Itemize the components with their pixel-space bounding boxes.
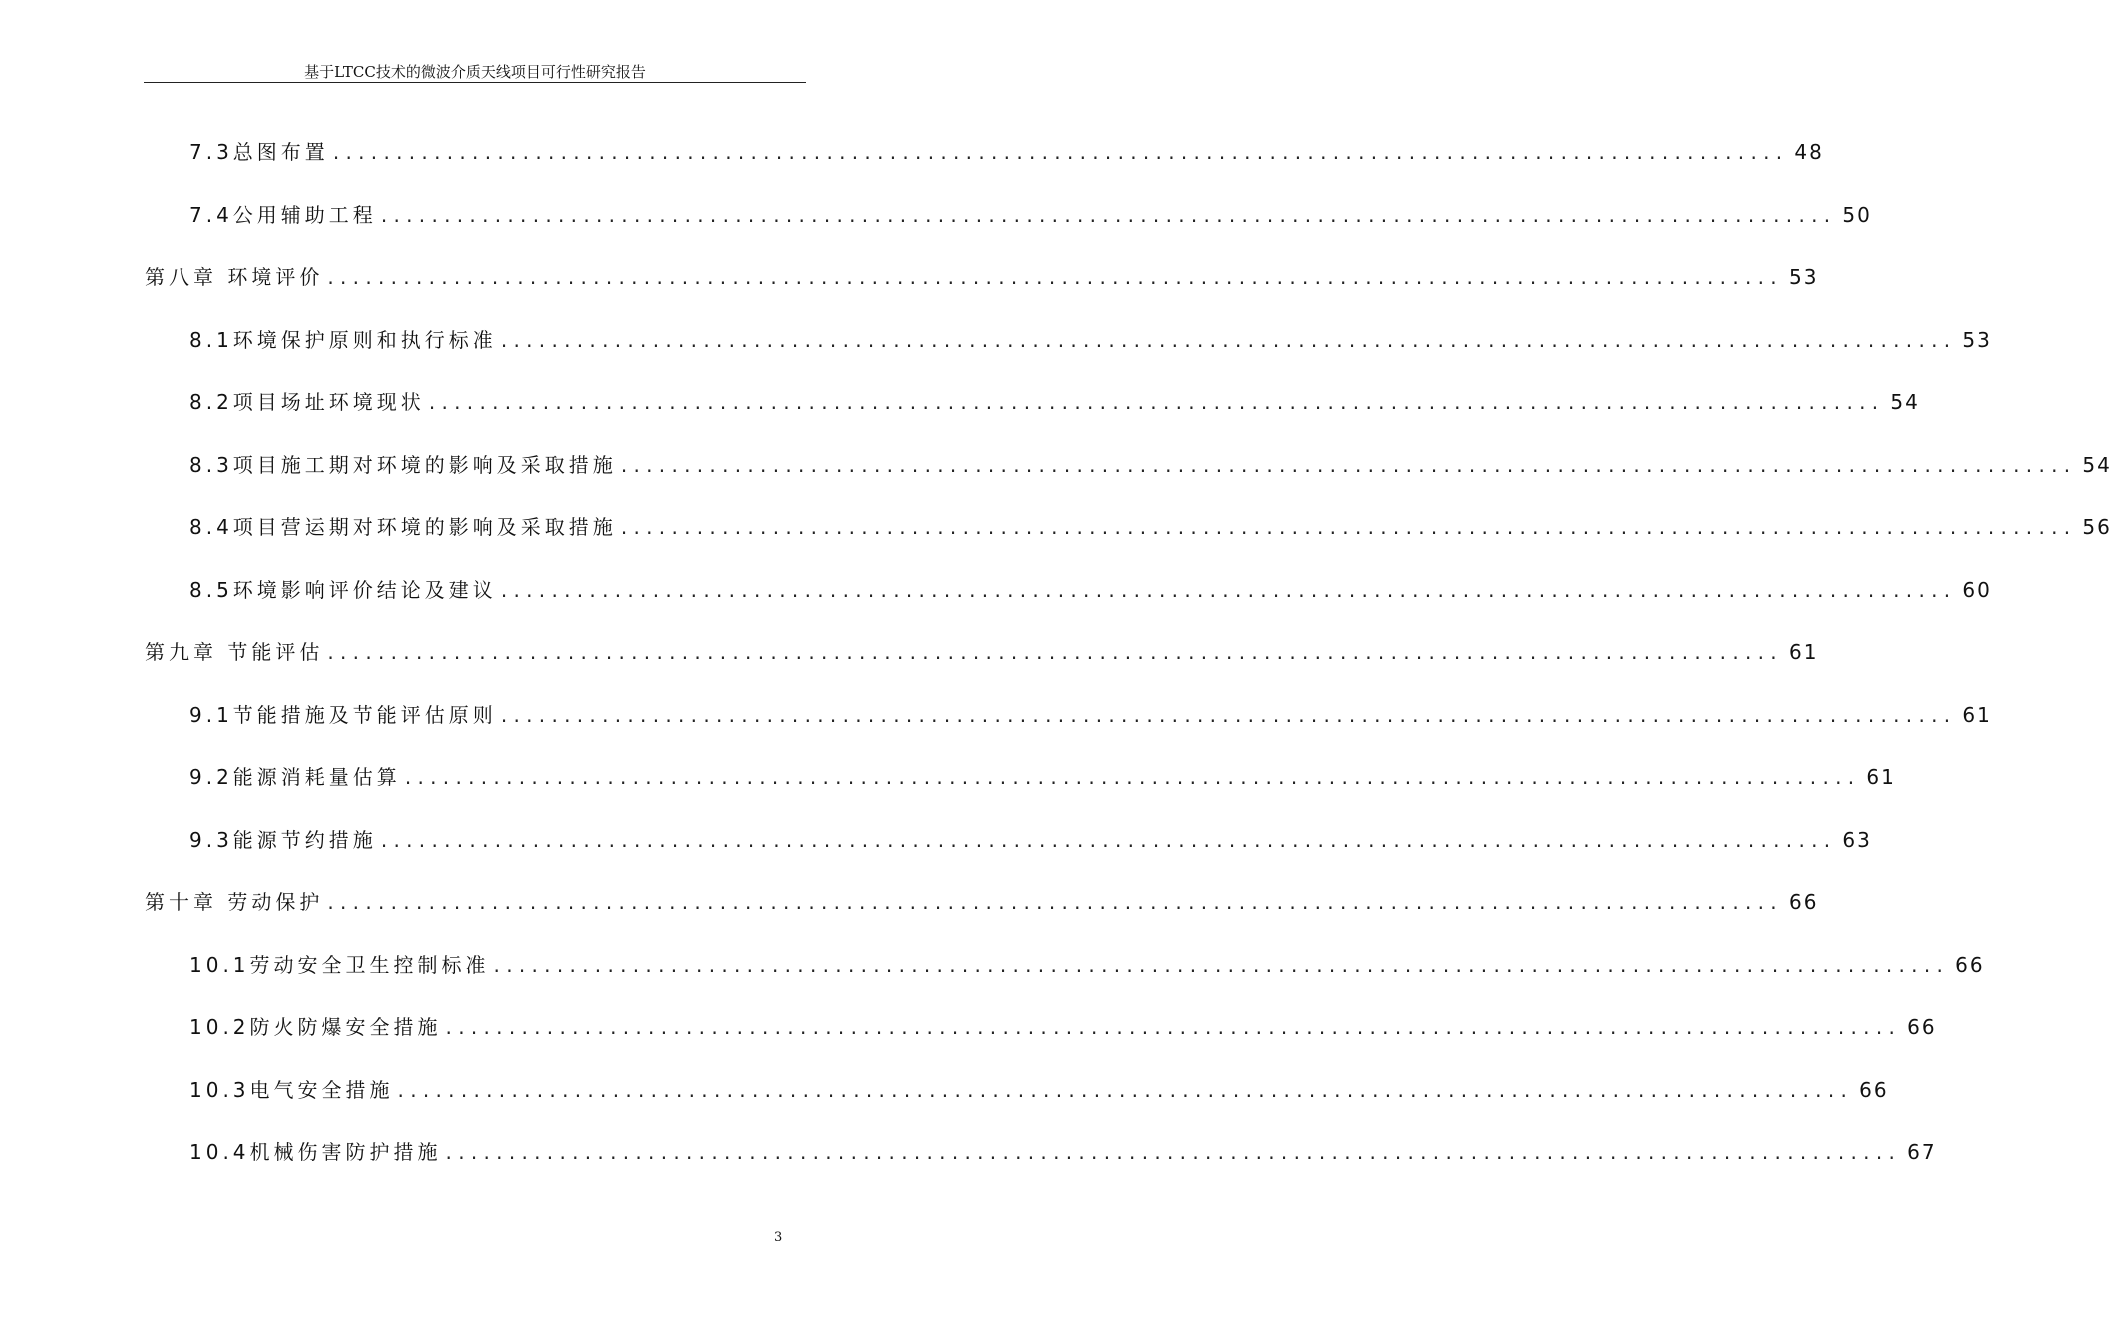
- toc-entry-title: 7.3总图布置: [189, 140, 329, 164]
- toc-entry-title: 9.3能源节约措施: [189, 828, 377, 852]
- toc-entry-page: 54: [2082, 453, 2112, 477]
- toc-entry[interactable]: [189, 197, 1872, 227]
- toc-entry[interactable]: [189, 322, 1992, 352]
- page-number: 3: [774, 1230, 783, 1245]
- toc-entry-title: 第十章 劳动保护: [145, 890, 324, 914]
- toc-dot-leader: ...................................................................................................................: [327, 890, 1783, 914]
- toc-dot-leader: ...................................................................................................................: [500, 328, 1957, 352]
- toc-entry[interactable]: [189, 759, 1896, 789]
- toc-dot-leader: ...................................................................................................................: [620, 515, 2077, 539]
- toc-entry-title: 10.1劳动安全卫生控制标准: [189, 953, 490, 977]
- toc-chapter-entry[interactable]: [145, 634, 1819, 664]
- toc-dot-leader: ...................................................................................................................: [428, 390, 1885, 414]
- toc-dot-leader: ...................................................................................................................: [493, 953, 1950, 977]
- toc-entry-page: 66: [1788, 890, 1819, 914]
- toc-entry[interactable]: [189, 509, 2112, 539]
- toc-entry[interactable]: [189, 697, 1992, 727]
- toc-entry-title: 第九章 节能评估: [145, 640, 324, 664]
- toc-entry-title: 8.4项目营运期对环境的影响及采取措施: [189, 515, 617, 539]
- toc-entry[interactable]: [189, 447, 2112, 477]
- toc-entry[interactable]: [189, 134, 1824, 164]
- toc-entry-page: 67: [1907, 1140, 1937, 1164]
- toc-entry-title: 8.2项目场址环境现状: [189, 390, 425, 414]
- toc-entry-page: 48: [1794, 140, 1824, 164]
- toc-entry-title: 9.2能源消耗量估算: [189, 765, 401, 789]
- toc-entry-title: 10.4机械伤害防护措施: [189, 1140, 442, 1164]
- toc-dot-leader: ...................................................................................................................: [380, 203, 1837, 227]
- toc-entry-title: 10.3电气安全措施: [189, 1078, 394, 1102]
- toc-dot-leader: ...................................................................................................................: [327, 265, 1783, 289]
- toc-entry-page: 61: [1962, 703, 1992, 727]
- toc-entry-title: 8.1环境保护原则和执行标准: [189, 328, 497, 352]
- toc-entry-page: 54: [1890, 390, 1920, 414]
- toc-entry-page: 53: [1788, 265, 1819, 289]
- toc-chapter-entry[interactable]: [145, 884, 1819, 914]
- toc-entry[interactable]: [189, 384, 1920, 414]
- toc-entry[interactable]: [189, 572, 1992, 602]
- toc-entry-page: 50: [1842, 203, 1872, 227]
- toc-entry-page: 66: [1907, 1015, 1937, 1039]
- toc-entry-page: 66: [1859, 1078, 1889, 1102]
- toc-entry[interactable]: [189, 1134, 1937, 1164]
- toc-entry-page: 53: [1962, 328, 1992, 352]
- toc-dot-leader: ...................................................................................................................: [620, 453, 2077, 477]
- toc-dot-leader: ...................................................................................................................: [397, 1078, 1854, 1102]
- toc-dot-leader: ...................................................................................................................: [332, 140, 1789, 164]
- toc-dot-leader: ...................................................................................................................: [404, 765, 1861, 789]
- document-header-title: 基于LTCC技术的微波介质天线项目可行性研究报告: [304, 63, 646, 81]
- toc-dot-leader: ...................................................................................................................: [500, 703, 1957, 727]
- toc-entry[interactable]: [189, 1072, 1889, 1102]
- toc-entry-page: 63: [1842, 828, 1872, 852]
- toc-entry-title: 第八章 环境评价: [145, 265, 324, 289]
- toc-dot-leader: ...................................................................................................................: [327, 640, 1783, 664]
- toc-entry-title: 10.2防火防爆安全措施: [189, 1015, 442, 1039]
- toc-entry-page: 61: [1866, 765, 1896, 789]
- toc-dot-leader: ...................................................................................................................: [445, 1015, 1902, 1039]
- toc-dot-leader: ...................................................................................................................: [380, 828, 1837, 852]
- toc-dot-leader: ...................................................................................................................: [500, 578, 1957, 602]
- toc-entry[interactable]: [189, 947, 1985, 977]
- toc-entry-page: 61: [1788, 640, 1819, 664]
- toc-entry[interactable]: [189, 822, 1872, 852]
- toc-entry-page: 56: [2082, 515, 2112, 539]
- toc-entry-title: 8.5环境影响评价结论及建议: [189, 578, 497, 602]
- toc-entry[interactable]: [189, 1009, 1937, 1039]
- toc-entry-title: 7.4公用辅助工程: [189, 203, 377, 227]
- toc-entry-title: 9.1节能措施及节能评估原则: [189, 703, 497, 727]
- toc-dot-leader: ...................................................................................................................: [445, 1140, 1902, 1164]
- toc-entry-page: 60: [1962, 578, 1992, 602]
- toc-entry-page: 66: [1955, 953, 1985, 977]
- toc-chapter-entry[interactable]: [145, 259, 1819, 289]
- toc-entry-title: 8.3项目施工期对环境的影响及采取措施: [189, 453, 617, 477]
